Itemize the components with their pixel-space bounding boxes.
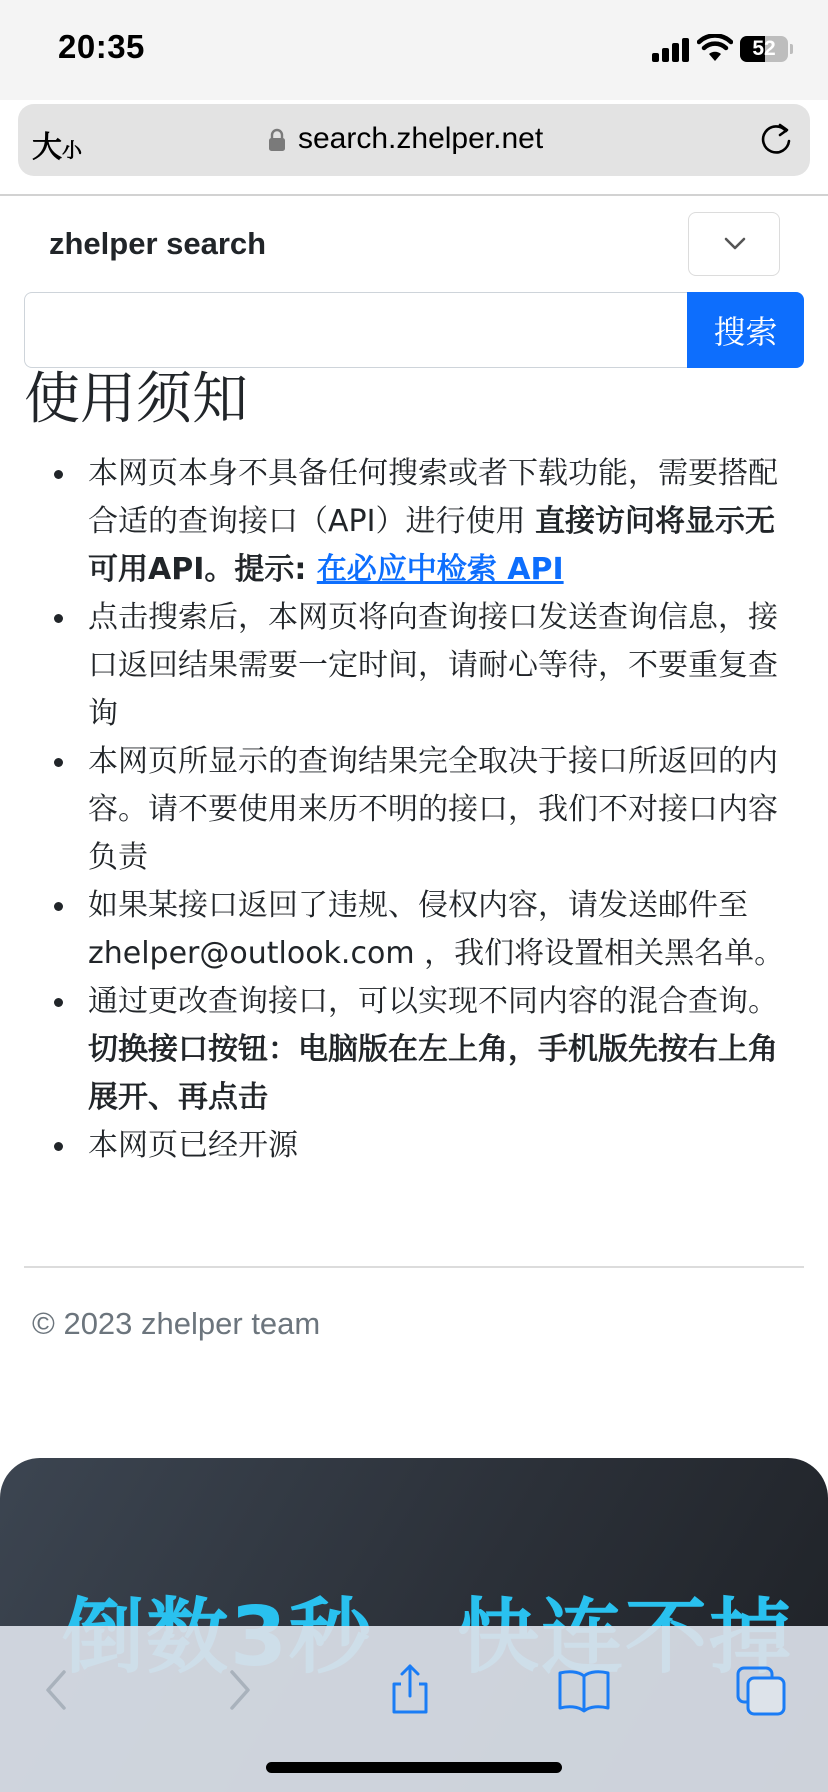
search-button[interactable]: 搜索 xyxy=(687,292,804,368)
tabs-icon[interactable] xyxy=(732,1660,792,1720)
text-size-small: 小 xyxy=(62,140,82,162)
notice-text: 本网页所显示的查询结果完全取决于接口所返回的内容。请不要使用来历不明的接口，我们不对接口内容负责 xyxy=(88,744,778,875)
cellular-signal-icon xyxy=(652,38,692,62)
page-title: 使用须知 xyxy=(24,367,248,432)
navbar-brand[interactable]: zhelper search xyxy=(49,226,267,261)
bing-search-link[interactable]: 在必应中检索 API xyxy=(316,552,564,587)
notice-bold: 直接访问将显示无可用API。提示: xyxy=(88,504,775,587)
list-item xyxy=(48,738,798,882)
list-item xyxy=(48,882,798,978)
wifi-icon xyxy=(697,34,733,62)
search-input[interactable] xyxy=(24,292,688,368)
battery-icon xyxy=(740,36,788,62)
toolbar-divider xyxy=(0,194,828,196)
text-size-button[interactable] xyxy=(32,122,82,166)
footer-copyright: © 2023 zhelper team xyxy=(32,1306,321,1341)
notice-text: 点击搜索后，本网页将向查询接口发送查询信息，接口返回结果需要一定时间，请耐心等待，不要重复查询 xyxy=(88,600,778,731)
battery-tip xyxy=(790,44,793,54)
reload-icon[interactable] xyxy=(756,119,796,159)
notice-text: 如果某接口返回了违规、侵权内容，请发送邮件至 zhelper@outlook.com ，我们将设置相关黑名单。 xyxy=(88,888,785,971)
text-size-big: 大 xyxy=(32,131,62,164)
footer-divider xyxy=(24,1266,804,1268)
notice-text: 本网页已经开源 xyxy=(88,1128,298,1163)
home-indicator xyxy=(266,1762,562,1773)
notice-text: 通过更改查询接口，可以实现不同内容的混合查询。 xyxy=(88,984,778,1019)
chevron-down-icon xyxy=(723,235,747,253)
forward-icon[interactable] xyxy=(208,1660,268,1720)
status-bar xyxy=(0,0,828,100)
back-icon[interactable] xyxy=(28,1660,88,1720)
list-item xyxy=(48,594,798,738)
status-time: 20:35 xyxy=(58,28,145,65)
battery-percent: 52 xyxy=(752,37,776,60)
share-icon[interactable] xyxy=(380,1660,440,1720)
notice-bold: 切换接口按钮：电脑版在左上角，手机版先按右上角展开、再点击 xyxy=(88,1032,778,1115)
list-item xyxy=(48,1122,798,1170)
navbar-toggle-button[interactable] xyxy=(688,212,780,276)
list-item xyxy=(48,450,798,594)
notice-list xyxy=(48,450,798,1170)
url-text[interactable]: search.zhelper.net xyxy=(298,122,544,155)
address-bar[interactable] xyxy=(18,104,810,176)
notice-text: 本网页本身不具备任何搜索或者下载功能，需要搭配合适的查询接口（API）进行使用 xyxy=(88,456,778,539)
list-item xyxy=(48,978,798,1122)
lock-icon xyxy=(268,128,286,152)
bookmarks-icon[interactable] xyxy=(554,1660,614,1720)
